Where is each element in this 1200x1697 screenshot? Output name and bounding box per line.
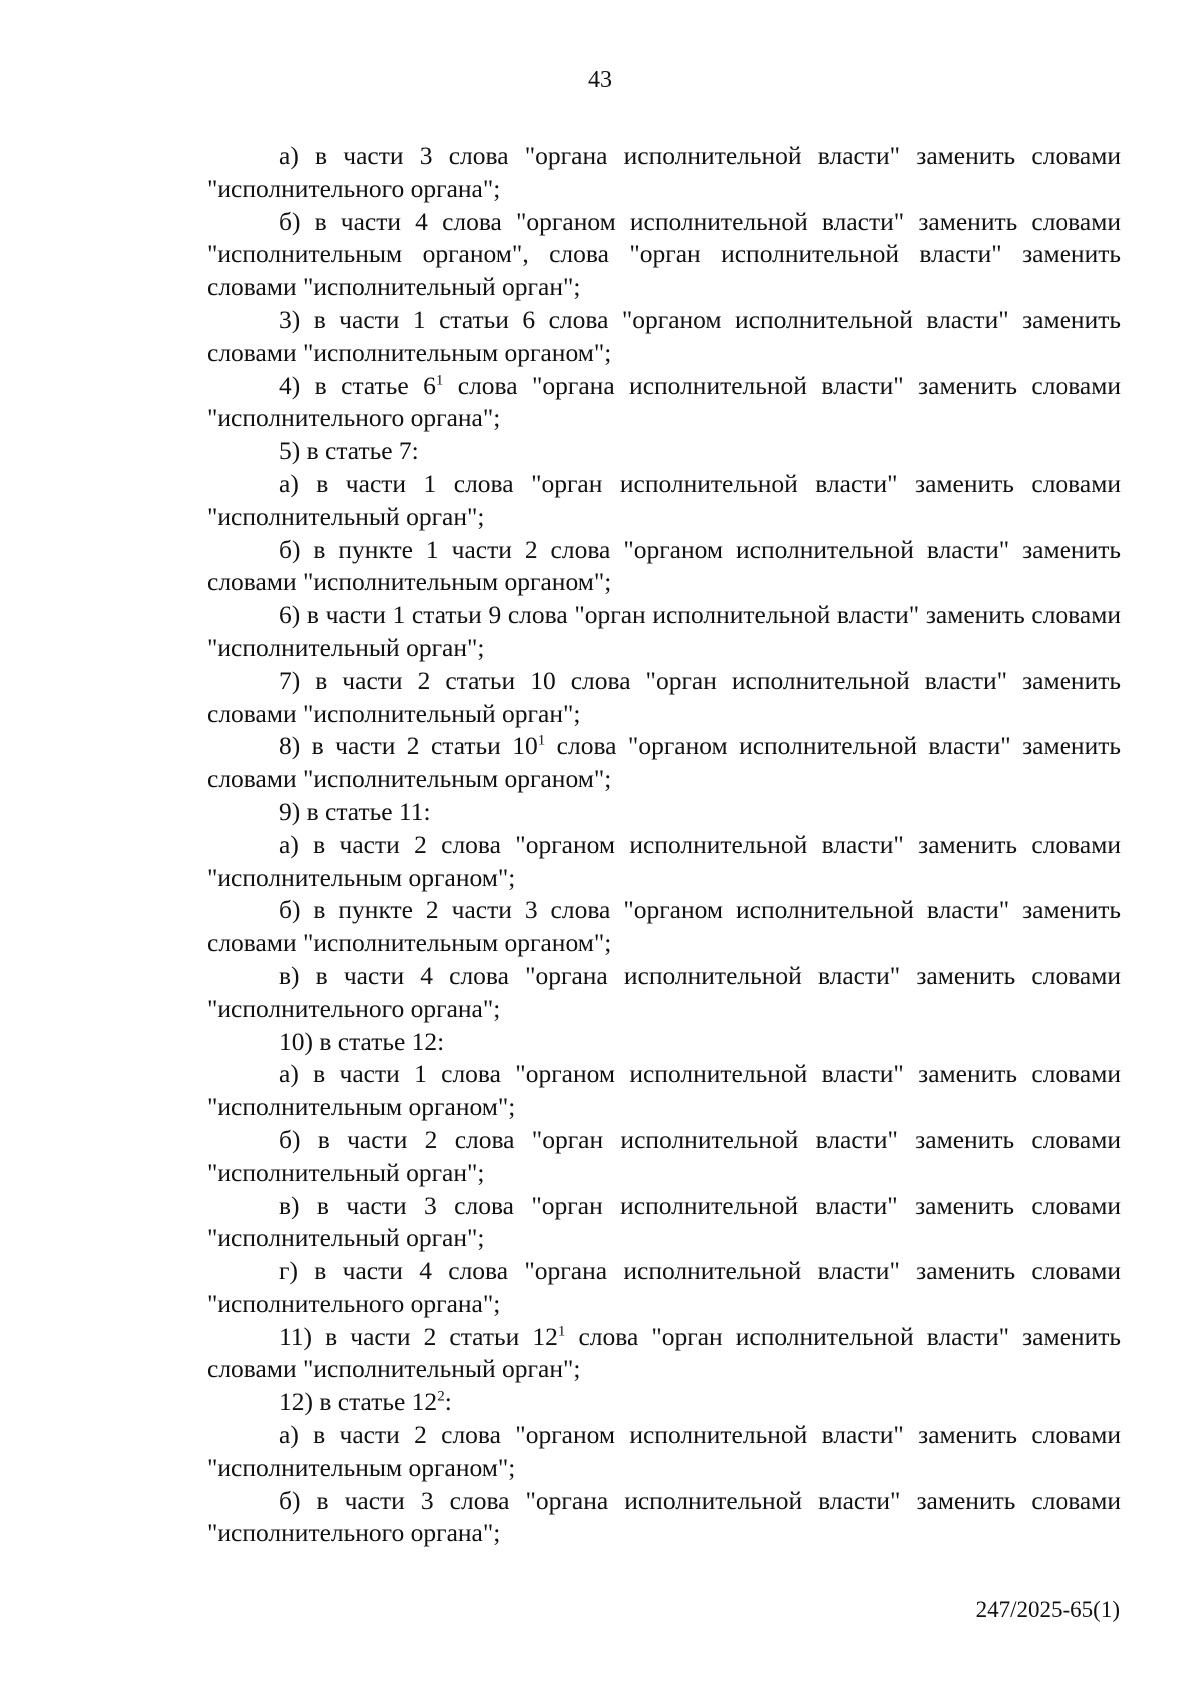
paragraph-text: 8) в части 2 статьи 10 [279,731,538,761]
paragraph-a-part-3 [207,140,1121,206]
paragraph-6-article-9 [207,599,1121,665]
paragraph-text: в) в части 4 слова "органа исполнительной власти" заменить словами "исполнительного органа"; [207,960,1121,1023]
paragraph-text: : [444,1387,452,1417]
document-code: 247/2025-65(1) [975,1597,1120,1622]
page-number: 43 [588,67,612,93]
paragraph-9-article-11 [207,796,1121,829]
document-body [207,140,1121,1550]
paragraph-text: слова "органа исполнительной власти" заменить словами "исполнительного органа"; [207,370,1121,433]
paragraph-a-part-1-art12 [207,1058,1121,1124]
paragraph-text: 9) в статье 11: [279,796,431,826]
paragraph-text: 7) в части 2 статьи 10 слова "орган исполнительной власти" заменить словами "исполнительный орган"; [207,665,1121,728]
paragraph-a-part-2-art12-2 [207,1419,1121,1485]
paragraph-b-point-1-part-2 [207,534,1121,600]
paragraph-text: б) в пункте 2 части 3 слова "органом исполнительной власти" заменить словами "исполнительным органом"; [207,895,1121,958]
paragraph-text: б) в части 3 слова "органа исполнительной власти" заменить словами "исполнительного органа"; [207,1485,1121,1548]
paragraph-text: 10) в статье 12: [279,1026,445,1056]
paragraph-v-part-3-art12 [207,1190,1121,1256]
superscript: 1 [557,1323,566,1340]
superscript: 2 [437,1388,445,1405]
paragraph-7-article-10 [207,665,1121,731]
paragraph-b-part-3-art12-2 [207,1485,1121,1551]
paragraph-b-point-2-part-3 [207,894,1121,960]
paragraph-a-part-2 [207,829,1121,895]
paragraph-text: б) в пункте 1 части 2 слова "органом исполнительной власти" заменить словами "исполнительным органом"; [207,534,1121,597]
paragraph-text: в) в части 3 слова "орган исполнительной власти" заменить словами "исполнительный орган"; [207,1190,1121,1253]
paragraph-text: 4) в статье 6 [279,370,436,400]
paragraph-text: г) в части 4 слова "органа исполнительной власти" заменить словами "исполнительного органа"; [207,1256,1121,1318]
paragraph-text: 3) в части 1 статьи 6 слова "органом исполнительной власти" заменить словами "исполнительным органом"; [207,304,1121,367]
paragraph-text: а) в части 1 слова "орган исполнительной власти" заменить словами "исполнительный орган"; [207,468,1121,531]
paragraph-text: а) в части 2 слова "органом исполнительной власти" заменить словами "исполнительным органом"; [207,829,1121,892]
paragraph-text: 11) в части 2 статьи 12 [279,1321,558,1351]
superscript: 1 [537,732,546,749]
paragraph-text: а) в части 3 слова "органа исполнительной власти" заменить словами "исполнительного органа"; [207,141,1121,203]
paragraph-v-part-4 [207,960,1121,1026]
paragraph-g-part-4-art12 [207,1255,1121,1321]
paragraph-12-article-12-2 [207,1386,1121,1419]
paragraph-4-article-6-1 [207,370,1121,436]
paragraph-text: а) в части 1 слова "органом исполнительной власти" заменить словами "исполнительным органом"; [207,1059,1121,1122]
paragraph-text: б) в части 4 слова "органом исполнительной власти" заменить словами "исполнительным органом", слова "орган исполнительной власти" заменить словами "исполнительный орган"; [207,206,1121,302]
paragraph-11-article-12-1 [207,1321,1121,1387]
paragraph-text: 6) в части 1 статьи 9 слова "орган исполнительной власти" заменить словами "исполнительный орган"; [207,600,1121,662]
paragraph-b-part-4 [207,206,1121,304]
paragraph-text: слова "орган исполнительной власти" заменить словами "исполнительный орган"; [207,1321,1121,1384]
paragraph-text: 5) в статье 7: [279,436,419,466]
paragraph-text: а) в части 2 слова "органом исполнительной власти" заменить словами "исполнительным органом"; [207,1420,1121,1482]
paragraph-a-part-1 [207,468,1121,534]
paragraph-8-article-10-1 [207,730,1121,796]
paragraph-10-article-12 [207,1026,1121,1059]
paragraph-text: б) в части 2 слова "орган исполнительной власти" заменить словами "исполнительный орган"; [207,1124,1121,1187]
paragraph-5-article-7 [207,435,1121,468]
paragraph-b-part-2-art12 [207,1124,1121,1190]
paragraph-3-article-6 [207,304,1121,370]
paragraph-text: слова "органом исполнительной власти" заменить словами "исполнительным органом"; [207,731,1121,794]
paragraph-text: 12) в статье 12 [279,1387,438,1417]
superscript: 1 [435,372,444,389]
